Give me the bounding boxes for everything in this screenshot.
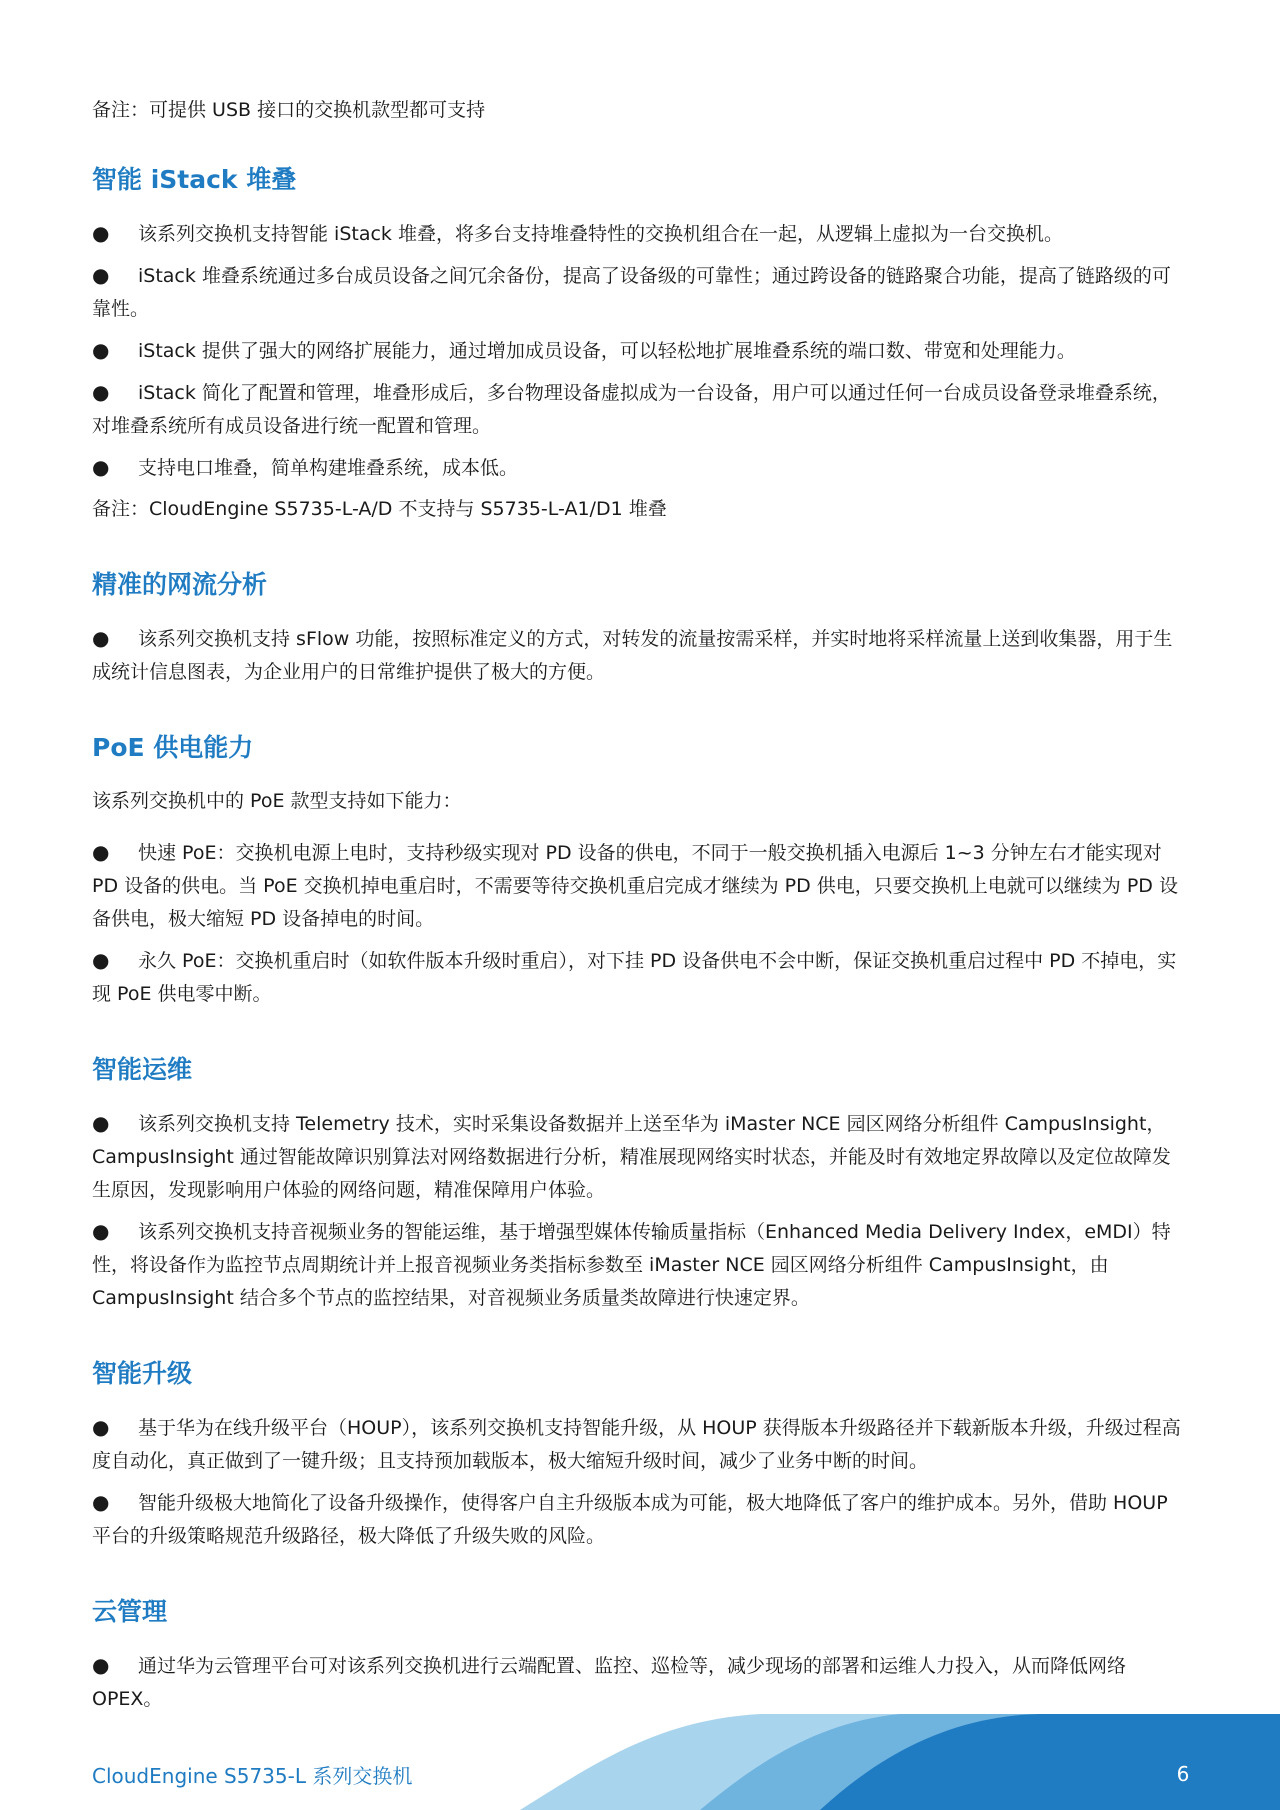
list-item: ● 通过华为云管理平台可对该系列交换机进行云端配置、监控、巡检等，减少现场的部署和运维人力投入，从而降低网络 OPEX。	[92, 1649, 1188, 1716]
section-upgrade	[92, 1357, 1188, 1553]
list-item: ● 基于华为在线升级平台（HOUP），该系列交换机支持智能升级，从 HOUP 获得版本升级路径并下载新版本升级，升级过程高度自动化，真正做到了一键升级；且支持预加载版本，极大缩短升级时间，减少了业务中断的时间。	[92, 1411, 1188, 1478]
poe-bullets	[92, 836, 1188, 1011]
ops-bullets	[92, 1107, 1188, 1315]
netflow-bullets	[92, 622, 1188, 689]
list-item: ● 该系列交换机支持音视频业务的智能运维，基于增强型媒体传输质量指标（Enhanced Media Delivery Index，eMDI）特性，将设备作为监控节点周期统计并上报音视频业务类指标参数至 iMaster NCE 园区网络分析组件 CampusInsight，由 CampusInsight 结合多个节点的监控结果，对音视频业务质量类故障进行快速定界。	[92, 1215, 1188, 1315]
list-item: ● iStack 简化了配置和管理，堆叠形成后，多台物理设备虚拟成为一台设备，用户可以通过任何一台成员设备登录堆叠系统，对堆叠系统所有成员设备进行统一配置和管理。	[92, 376, 1188, 443]
section-netflow	[92, 568, 1188, 689]
section-istack	[92, 163, 1188, 526]
bullet-icon: ●	[92, 221, 110, 245]
section-poe	[92, 731, 1188, 1011]
section-title-netflow: 精准的网流分析	[92, 570, 268, 599]
bullet-icon: ●	[92, 1219, 110, 1243]
list-item: ● 智能升级极大地简化了设备升级操作，使得客户自主升级版本成为可能，极大地降低了客户的维护成本。另外，借助 HOUP 平台的升级策略规范升级路径，极大降低了升级失败的风险。	[92, 1486, 1188, 1553]
bullet-icon: ●	[92, 840, 110, 864]
list-item: ● 支持电口堆叠，简单构建堆叠系统，成本低。	[92, 451, 1188, 485]
page-footer	[0, 1700, 1280, 1810]
list-item: ● 该系列交换机支持智能 iStack 堆叠，将多台支持堆叠特性的交换机组合在一起，从逻辑上虚拟为一台交换机。	[92, 217, 1188, 251]
list-item: ● 永久 PoE：交换机重启时（如软件版本升级时重启），对下挂 PD 设备供电不会中断，保证交换机重启过程中 PD 不掉电，实现 PoE 供电零中断。	[92, 944, 1188, 1011]
section-title-poe: PoE 供电能力	[92, 733, 254, 762]
bullet-icon: ●	[92, 380, 110, 404]
page-number: 6	[1176, 1762, 1190, 1786]
section-cloud	[92, 1595, 1188, 1716]
bullet-icon: ●	[92, 1111, 110, 1135]
list-item: ● 该系列交换机支持 sFlow 功能，按照标准定义的方式，对转发的流量按需采样，并实时地将采样流量上送到收集器，用于生成统计信息图表，为企业用户的日常维护提供了极大的方便。	[92, 622, 1188, 689]
page-content	[92, 80, 1188, 1724]
bullet-icon: ●	[92, 338, 110, 362]
footer-wave-graphic	[0, 1700, 1280, 1810]
section-title-upgrade: 智能升级	[92, 1359, 193, 1388]
bullet-icon: ●	[92, 455, 110, 479]
section-title-cloud: 云管理	[92, 1597, 168, 1626]
bullet-icon: ●	[92, 1653, 110, 1677]
section-title-ops: 智能运维	[92, 1055, 193, 1084]
bullet-icon: ●	[92, 1415, 110, 1439]
section-title-istack: 智能 iStack 堆叠	[92, 165, 297, 194]
bullet-icon: ●	[92, 1490, 110, 1514]
section-ops	[92, 1053, 1188, 1315]
istack-note: 备注：CloudEngine S5735-L-A/D 不支持与 S5735-L-A1/D1 堆叠	[92, 498, 667, 520]
footer-product-title: CloudEngine S5735-L 系列交换机	[92, 1764, 413, 1788]
list-item: ● iStack 提供了强大的网络扩展能力，通过增加成员设备，可以轻松地扩展堆叠系统的端口数、带宽和处理能力。	[92, 334, 1188, 368]
list-item: ● iStack 堆叠系统通过多台成员设备之间冗余备份，提高了设备级的可靠性；通过跨设备的链路聚合功能，提高了链路级的可靠性。	[92, 259, 1188, 326]
istack-bullets	[92, 217, 1188, 485]
list-item: ● 快速 PoE：交换机电源上电时，支持秒级实现对 PD 设备的供电，不同于一般交换机插入电源后 1~3 分钟左右才能实现对 PD 设备的供电。当 PoE 交换机掉电重启时，不需要等待交换机重启完成才继续为 PD 供电，只要交换机上电就可以继续为 PD 设备供电，极大缩短 PD 设备掉电的时间。	[92, 836, 1188, 936]
poe-intro: 该系列交换机中的 PoE 款型支持如下能力：	[92, 790, 462, 812]
usb-note: 备注：可提供 USB 接口的交换机款型都可支持	[92, 99, 486, 121]
upgrade-bullets	[92, 1411, 1188, 1553]
bullet-icon: ●	[92, 626, 110, 650]
bullet-icon: ●	[92, 948, 110, 972]
bullet-icon: ●	[92, 263, 110, 287]
list-item: ● 该系列交换机支持 Telemetry 技术，实时采集设备数据并上送至华为 iMaster NCE 园区网络分析组件 CampusInsight，CampusInsight 通过智能故障识别算法对网络数据进行分析，精准展现网络实时状态，并能及时有效地定界故障以及定位故障发生原因，发现影响用户体验的网络问题，精准保障用户体验。	[92, 1107, 1188, 1207]
